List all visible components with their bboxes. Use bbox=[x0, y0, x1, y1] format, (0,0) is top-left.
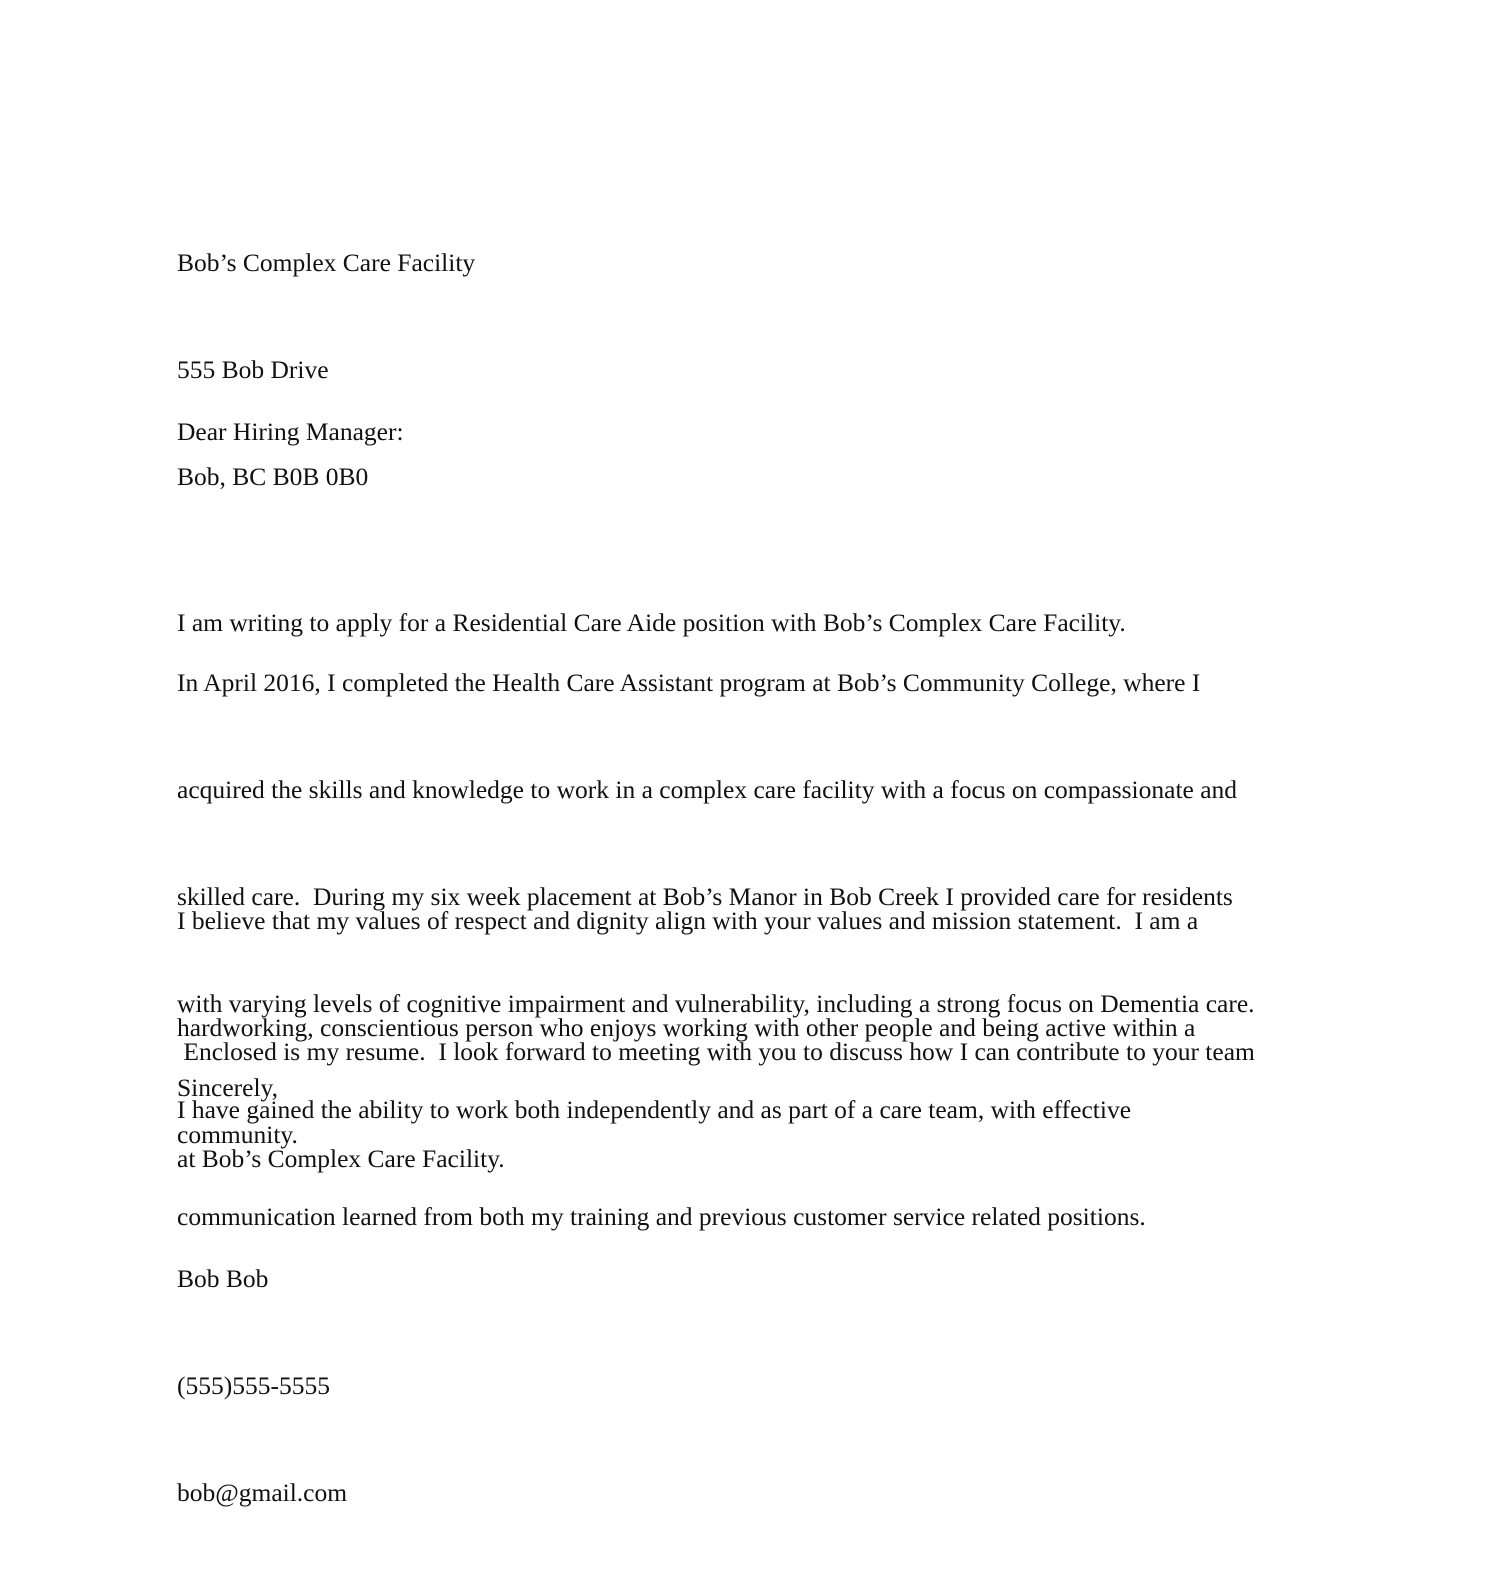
paragraph-line: at Bob’s Complex Care Facility. bbox=[177, 1143, 505, 1173]
paragraph-line: I have gained the ability to work both independently and as part of a care team, with effective bbox=[177, 1095, 1132, 1125]
closing: Sincerely, bbox=[177, 1073, 279, 1102]
paragraph-line: hardworking, conscientious person who enjoys working with other people and being active within a bbox=[177, 1012, 1196, 1042]
paragraph-line: Enclosed is my resume. I look forward to meeting with you to discuss how I can contribute to your team bbox=[177, 1037, 1255, 1067]
recipient-name: Bob’s Complex Care Facility bbox=[177, 248, 476, 278]
paragraph-line: community. bbox=[177, 1119, 298, 1149]
paragraph-line: In April 2016, I completed the Health Care Assistant program at Bob’s Community College, where I bbox=[177, 668, 1201, 698]
recipient-city: Bob, BC B0B 0B0 bbox=[177, 461, 369, 491]
paragraph-line: skilled care. During my six week placement at Bob’s Manor in Bob Creek I provided care for residents bbox=[177, 881, 1233, 911]
signature-phone: (555)555-5555 bbox=[177, 1370, 330, 1400]
recipient-address bbox=[177, 174, 475, 566]
recipient-street: 555 Bob Drive bbox=[177, 354, 329, 384]
paragraph-line: I am writing to apply for a Residential Care Aide position with Bob’s Complex Care Facility. bbox=[177, 608, 1126, 638]
signature-email: bob@gmail.com bbox=[177, 1477, 348, 1507]
signature-name: Bob Bob bbox=[177, 1264, 269, 1294]
paragraph-line: acquired the skills and knowledge to work in a complex care facility with a focus on compassionate and bbox=[177, 774, 1238, 804]
paragraph-line: I believe that my values of respect and dignity align with your values and mission statement. I am a bbox=[177, 906, 1199, 936]
paragraph-line: with varying levels of cognitive impairment and vulnerability, including a strong focus on Dementia care. bbox=[177, 988, 1255, 1018]
signature-block bbox=[177, 1190, 347, 1582]
salutation: Dear Hiring Manager: bbox=[177, 417, 404, 446]
paragraph-line: communication learned from both my training and previous customer service related positions. bbox=[177, 1202, 1146, 1232]
